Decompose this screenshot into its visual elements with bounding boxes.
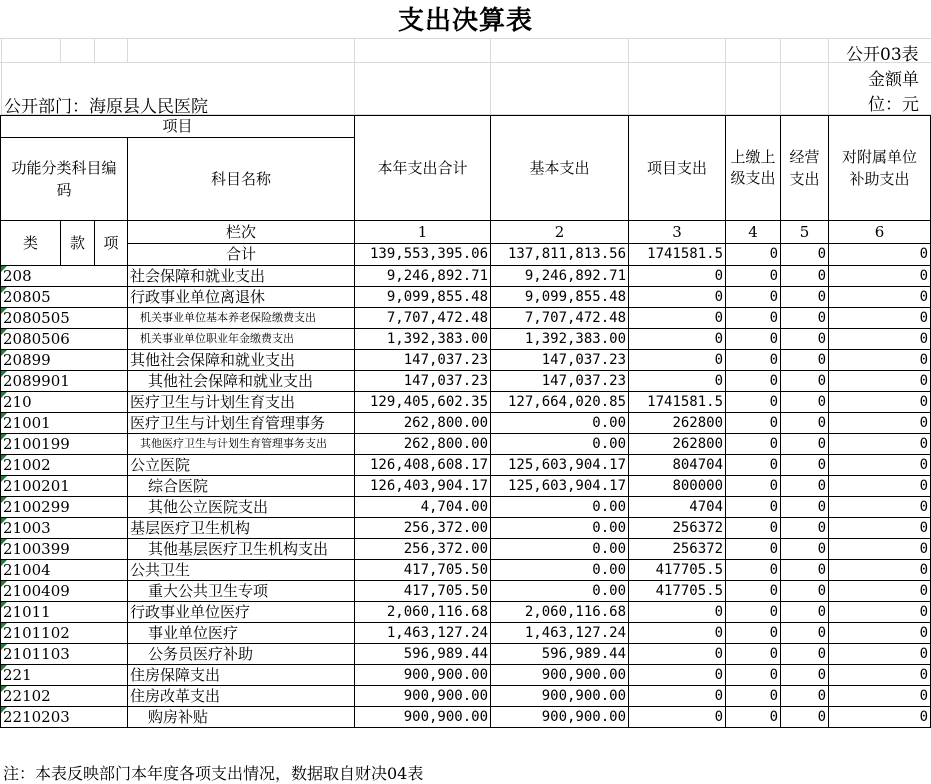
- amount-cell[interactable]: 2,060,116.68: [491, 602, 629, 623]
- gridline: [127, 38, 128, 62]
- amount-cell[interactable]: 256372: [629, 518, 726, 539]
- subject-name-cell[interactable]: 综合医院: [128, 476, 355, 497]
- amount-cell[interactable]: 126,403,904.17: [355, 476, 491, 497]
- amount-cell[interactable]: 0: [781, 602, 829, 623]
- amount-cell[interactable]: 0: [726, 287, 781, 308]
- amount-cell[interactable]: 0: [629, 623, 726, 644]
- function-code-cell[interactable]: 2101102: [1, 623, 128, 644]
- report-title: 支出决算表: [397, 6, 533, 36]
- gridline: [0, 38, 931, 39]
- total-label: 合计: [128, 243, 355, 266]
- subject-name-cell[interactable]: 其他医疗卫生与计划生育管理事务支出: [128, 434, 355, 455]
- amount-cell[interactable]: 0: [829, 644, 931, 665]
- table-row: [1, 665, 931, 686]
- header-column-order: 栏次: [128, 221, 355, 244]
- amount-cell[interactable]: 0: [726, 434, 781, 455]
- amount-cell[interactable]: 596,989.44: [355, 644, 491, 665]
- amount-cell[interactable]: 0: [829, 539, 931, 560]
- table-row: [1, 497, 931, 518]
- amount-cell[interactable]: 0: [726, 497, 781, 518]
- amount-cell[interactable]: 0: [629, 602, 726, 623]
- header-xiang: 项: [95, 221, 128, 266]
- amount-cell[interactable]: 0: [781, 329, 829, 350]
- amount-cell[interactable]: 0: [781, 308, 829, 329]
- table-row: [1, 434, 931, 455]
- subject-name-cell[interactable]: 住房改革支出: [128, 686, 355, 707]
- amount-cell[interactable]: 0: [829, 665, 931, 686]
- amount-cell[interactable]: 900,900.00: [355, 686, 491, 707]
- header-upper: 上缴上级支出: [726, 116, 781, 221]
- amount-cell[interactable]: 0: [629, 308, 726, 329]
- amount-cell[interactable]: 0: [726, 560, 781, 581]
- amount-cell[interactable]: 0: [781, 392, 829, 413]
- function-code-cell[interactable]: 2080505: [1, 308, 128, 329]
- subject-name-cell[interactable]: 医疗卫生与计划生育支出: [128, 392, 355, 413]
- amount-cell[interactable]: 147,037.23: [355, 350, 491, 371]
- amount-cell[interactable]: 262,800.00: [355, 413, 491, 434]
- table-row: [1, 560, 931, 581]
- amount-cell[interactable]: 0: [781, 371, 829, 392]
- table-row: [1, 350, 931, 371]
- amount-cell[interactable]: 900,900.00: [355, 665, 491, 686]
- col-number-1: 1: [355, 221, 491, 244]
- function-code-cell[interactable]: 20805: [1, 287, 128, 308]
- table-row: [1, 539, 931, 560]
- amount-cell[interactable]: 127,664,020.85: [491, 392, 629, 413]
- amount-cell[interactable]: 0: [781, 539, 829, 560]
- amount-cell[interactable]: 596,989.44: [491, 644, 629, 665]
- amount-cell[interactable]: 0: [726, 308, 781, 329]
- amount-cell[interactable]: 0: [726, 329, 781, 350]
- function-code-cell[interactable]: 2100399: [1, 539, 128, 560]
- header-project: 项目支出: [629, 116, 726, 221]
- amount-cell[interactable]: 0: [629, 371, 726, 392]
- amount-unit-line1: 金额单: [868, 70, 919, 90]
- amount-cell[interactable]: 0: [726, 686, 781, 707]
- subject-name-cell[interactable]: 住房保障支出: [128, 665, 355, 686]
- amount-cell[interactable]: 0: [829, 329, 931, 350]
- amount-cell[interactable]: 0: [781, 497, 829, 518]
- gridline: [780, 38, 781, 115]
- total-value: 0: [781, 243, 829, 266]
- gridline: [725, 38, 726, 115]
- function-code-cell[interactable]: 21011: [1, 602, 128, 623]
- amount-cell[interactable]: 0: [629, 287, 726, 308]
- subject-name-cell[interactable]: 行政事业单位离退休: [128, 287, 355, 308]
- total-value: 139,553,395.06: [355, 243, 491, 266]
- gridline: [0, 62, 931, 63]
- amount-cell[interactable]: 256,372.00: [355, 539, 491, 560]
- amount-cell[interactable]: 262,800.00: [355, 434, 491, 455]
- table-row: [1, 371, 931, 392]
- col-number-5: 5: [781, 221, 829, 244]
- col-number-3: 3: [629, 221, 726, 244]
- function-code-cell[interactable]: 2100199: [1, 434, 128, 455]
- amount-cell[interactable]: 9,099,855.48: [491, 287, 629, 308]
- amount-cell[interactable]: 0: [629, 644, 726, 665]
- function-code-cell[interactable]: 21002: [1, 455, 128, 476]
- amount-cell[interactable]: 800000: [629, 476, 726, 497]
- function-code-cell[interactable]: 208: [1, 266, 128, 287]
- function-code-cell[interactable]: 21004: [1, 560, 128, 581]
- amount-cell[interactable]: 1,392,383.00: [491, 329, 629, 350]
- amount-cell[interactable]: 0: [781, 623, 829, 644]
- subject-name-cell[interactable]: 公共卫生: [128, 560, 355, 581]
- table-row: [1, 707, 931, 728]
- header-basic: 基本支出: [491, 116, 629, 221]
- table-row: [1, 308, 931, 329]
- form-number: 公开03表: [846, 45, 919, 65]
- amount-cell[interactable]: 0: [781, 413, 829, 434]
- amount-cell[interactable]: 0: [829, 434, 931, 455]
- subject-name-cell[interactable]: 其他社会保障和就业支出: [128, 350, 355, 371]
- table-row: [1, 392, 931, 413]
- amount-cell[interactable]: 0: [726, 518, 781, 539]
- gridline: [490, 38, 491, 115]
- subject-name-cell[interactable]: 公立医院: [128, 455, 355, 476]
- amount-cell[interactable]: 0: [781, 560, 829, 581]
- amount-cell[interactable]: 125,603,904.17: [491, 476, 629, 497]
- amount-cell[interactable]: 0: [629, 686, 726, 707]
- amount-cell[interactable]: 129,405,602.35: [355, 392, 491, 413]
- amount-cell[interactable]: 0: [781, 455, 829, 476]
- total-value: 0: [829, 243, 931, 266]
- amount-cell[interactable]: 0.00: [491, 539, 629, 560]
- total-value: 1741581.5: [629, 243, 726, 266]
- table-row: [1, 581, 931, 602]
- function-code-cell[interactable]: 221: [1, 665, 128, 686]
- amount-cell[interactable]: 900,900.00: [355, 707, 491, 728]
- amount-cell[interactable]: 0: [829, 560, 931, 581]
- table-row: [1, 518, 931, 539]
- subject-name-cell[interactable]: 其他社会保障和就业支出: [128, 371, 355, 392]
- function-code-cell[interactable]: 2100201: [1, 476, 128, 497]
- amount-cell[interactable]: 0: [726, 539, 781, 560]
- total-value: 137,811,813.56: [491, 243, 629, 266]
- function-code-cell[interactable]: 2089901: [1, 371, 128, 392]
- amount-cell[interactable]: 9,246,892.71: [355, 266, 491, 287]
- table-row: [1, 686, 931, 707]
- function-code-cell[interactable]: 2100409: [1, 581, 128, 602]
- amount-cell[interactable]: 0: [781, 686, 829, 707]
- amount-cell[interactable]: 0: [829, 497, 931, 518]
- amount-cell[interactable]: 0: [726, 392, 781, 413]
- amount-cell[interactable]: 0: [781, 476, 829, 497]
- department-label: 公开部门：海原县人民医院: [4, 97, 208, 117]
- amount-cell[interactable]: 126,408,608.17: [355, 455, 491, 476]
- amount-cell[interactable]: 0.00: [491, 518, 629, 539]
- amount-cell[interactable]: 0: [829, 476, 931, 497]
- amount-cell[interactable]: 0: [726, 644, 781, 665]
- amount-cell[interactable]: 0: [629, 266, 726, 287]
- subject-name-cell[interactable]: 事业单位医疗: [128, 623, 355, 644]
- subject-name-cell[interactable]: 医疗卫生与计划生育管理事务: [128, 413, 355, 434]
- table-row: [1, 266, 931, 287]
- amount-cell[interactable]: 0: [781, 581, 829, 602]
- amount-cell[interactable]: 900,900.00: [491, 686, 629, 707]
- amount-cell[interactable]: 0: [726, 455, 781, 476]
- subject-name-cell[interactable]: 机关事业单位职业年金缴费支出: [128, 329, 355, 350]
- header-business: 经营支出: [781, 116, 829, 221]
- amount-cell[interactable]: 0: [726, 665, 781, 686]
- amount-cell[interactable]: 0.00: [491, 497, 629, 518]
- gridline: [1, 38, 2, 115]
- amount-cell[interactable]: 0: [829, 623, 931, 644]
- expenditure-table: [0, 115, 931, 728]
- col-number-4: 4: [726, 221, 781, 244]
- subject-name-cell[interactable]: 公务员医疗补助: [128, 644, 355, 665]
- amount-cell[interactable]: 7,707,472.48: [491, 308, 629, 329]
- amount-cell[interactable]: 0: [829, 602, 931, 623]
- subject-name-cell[interactable]: 其他基层医疗卫生机构支出: [128, 539, 355, 560]
- function-code-cell[interactable]: 22102: [1, 686, 128, 707]
- amount-cell[interactable]: 9,099,855.48: [355, 287, 491, 308]
- amount-cell[interactable]: 9,246,892.71: [491, 266, 629, 287]
- function-code-cell[interactable]: 20899: [1, 350, 128, 371]
- amount-cell[interactable]: 0: [781, 266, 829, 287]
- amount-cell[interactable]: 0: [829, 686, 931, 707]
- amount-cell[interactable]: 0: [829, 707, 931, 728]
- subject-name-cell[interactable]: 基层医疗卫生机构: [128, 518, 355, 539]
- gridline: [60, 38, 61, 62]
- amount-cell[interactable]: 0: [781, 287, 829, 308]
- amount-cell[interactable]: 256372: [629, 539, 726, 560]
- amount-cell[interactable]: 0: [726, 371, 781, 392]
- amount-cell[interactable]: 804704: [629, 455, 726, 476]
- header-subject-name: 科目名称: [128, 137, 355, 220]
- gridline: [628, 38, 629, 115]
- table-row: [1, 644, 931, 665]
- amount-cell[interactable]: 147,037.23: [491, 371, 629, 392]
- amount-cell[interactable]: 0: [829, 581, 931, 602]
- amount-cell[interactable]: 125,603,904.17: [491, 455, 629, 476]
- amount-cell[interactable]: 1,463,127.24: [355, 623, 491, 644]
- table-row: [1, 476, 931, 497]
- amount-cell[interactable]: 2,060,116.68: [355, 602, 491, 623]
- amount-cell[interactable]: 0: [829, 371, 931, 392]
- amount-cell[interactable]: 0.00: [491, 413, 629, 434]
- function-code-cell[interactable]: 2101103: [1, 644, 128, 665]
- header-total: 本年支出合计: [355, 116, 491, 221]
- amount-cell[interactable]: 0: [629, 665, 726, 686]
- amount-cell[interactable]: 0: [726, 350, 781, 371]
- amount-cell[interactable]: 900,900.00: [491, 665, 629, 686]
- amount-cell[interactable]: 0: [781, 644, 829, 665]
- amount-cell[interactable]: 147,037.23: [491, 350, 629, 371]
- amount-cell[interactable]: 0: [781, 518, 829, 539]
- table-row: [1, 287, 931, 308]
- table-row: [1, 413, 931, 434]
- amount-cell[interactable]: 0: [726, 413, 781, 434]
- amount-cell[interactable]: 417705.5: [629, 560, 726, 581]
- amount-cell[interactable]: 4,704.00: [355, 497, 491, 518]
- amount-cell[interactable]: 0: [829, 287, 931, 308]
- amount-cell[interactable]: 0: [781, 434, 829, 455]
- function-code-cell[interactable]: 210: [1, 392, 128, 413]
- header-kuan: 款: [61, 221, 95, 266]
- amount-cell[interactable]: 262800: [629, 434, 726, 455]
- table-row: [1, 602, 931, 623]
- amount-cell[interactable]: 0.00: [491, 434, 629, 455]
- amount-cell[interactable]: 0: [629, 329, 726, 350]
- amount-cell[interactable]: 147,037.23: [355, 371, 491, 392]
- amount-cell[interactable]: 7,707,472.48: [355, 308, 491, 329]
- amount-cell[interactable]: 0: [829, 392, 931, 413]
- subject-name-cell[interactable]: 重大公共卫生专项: [128, 581, 355, 602]
- amount-cell[interactable]: 0.00: [491, 581, 629, 602]
- amount-cell[interactable]: 417705.5: [629, 581, 726, 602]
- table-row: [1, 623, 931, 644]
- amount-cell[interactable]: 0: [629, 707, 726, 728]
- table-row: [1, 455, 931, 476]
- header-item: 项目: [1, 116, 355, 138]
- amount-cell[interactable]: 0: [726, 623, 781, 644]
- amount-cell[interactable]: 0: [829, 308, 931, 329]
- amount-cell[interactable]: 0: [829, 350, 931, 371]
- amount-unit-line2: 位：元: [868, 95, 919, 115]
- amount-cell[interactable]: 0: [726, 266, 781, 287]
- amount-cell[interactable]: 0: [726, 581, 781, 602]
- function-code-cell[interactable]: 2080506: [1, 329, 128, 350]
- amount-cell[interactable]: 0: [726, 707, 781, 728]
- amount-cell[interactable]: 0: [829, 518, 931, 539]
- subject-name-cell[interactable]: 行政事业单位医疗: [128, 602, 355, 623]
- amount-cell[interactable]: 4704: [629, 497, 726, 518]
- amount-cell[interactable]: 0: [829, 413, 931, 434]
- amount-cell[interactable]: 0: [829, 266, 931, 287]
- amount-cell[interactable]: 0: [629, 350, 726, 371]
- amount-cell[interactable]: 1,392,383.00: [355, 329, 491, 350]
- col-number-2: 2: [491, 221, 629, 244]
- function-code-cell[interactable]: 21003: [1, 518, 128, 539]
- function-code-cell[interactable]: 2210203: [1, 707, 128, 728]
- amount-cell[interactable]: 0: [781, 707, 829, 728]
- gridline: [94, 38, 95, 62]
- subject-name-cell[interactable]: 购房补贴: [128, 707, 355, 728]
- amount-cell[interactable]: 256,372.00: [355, 518, 491, 539]
- amount-cell[interactable]: 900,900.00: [491, 707, 629, 728]
- amount-cell[interactable]: 0: [726, 602, 781, 623]
- gridline: [828, 38, 829, 115]
- amount-cell[interactable]: 417,705.50: [355, 581, 491, 602]
- amount-cell[interactable]: 0: [829, 455, 931, 476]
- gridline: [354, 38, 355, 115]
- footnote: 注：本表反映部门本年度各项支出情况，数据取自财决04表: [3, 764, 424, 783]
- header-lei: 类: [1, 221, 61, 266]
- amount-cell[interactable]: 0.00: [491, 560, 629, 581]
- subject-name-cell[interactable]: 机关事业单位基本养老保险缴费支出: [128, 308, 355, 329]
- subject-name-cell[interactable]: 社会保障和就业支出: [128, 266, 355, 287]
- total-value: 0: [726, 243, 781, 266]
- amount-cell[interactable]: 417,705.50: [355, 560, 491, 581]
- amount-cell[interactable]: 0: [781, 350, 829, 371]
- header-func-code: 功能分类科目编码: [1, 137, 128, 220]
- subject-name-cell[interactable]: 其他公立医院支出: [128, 497, 355, 518]
- function-code-cell[interactable]: 21001: [1, 413, 128, 434]
- header-subsidy: 对附属单位补助支出: [829, 116, 931, 221]
- col-number-6: 6: [829, 221, 931, 244]
- table-row: [1, 329, 931, 350]
- amount-cell[interactable]: 262800: [629, 413, 726, 434]
- amount-cell[interactable]: 1,463,127.24: [491, 623, 629, 644]
- function-code-cell[interactable]: 2100299: [1, 497, 128, 518]
- amount-cell[interactable]: 1741581.5: [629, 392, 726, 413]
- amount-cell[interactable]: 0: [726, 476, 781, 497]
- amount-cell[interactable]: 0: [781, 665, 829, 686]
